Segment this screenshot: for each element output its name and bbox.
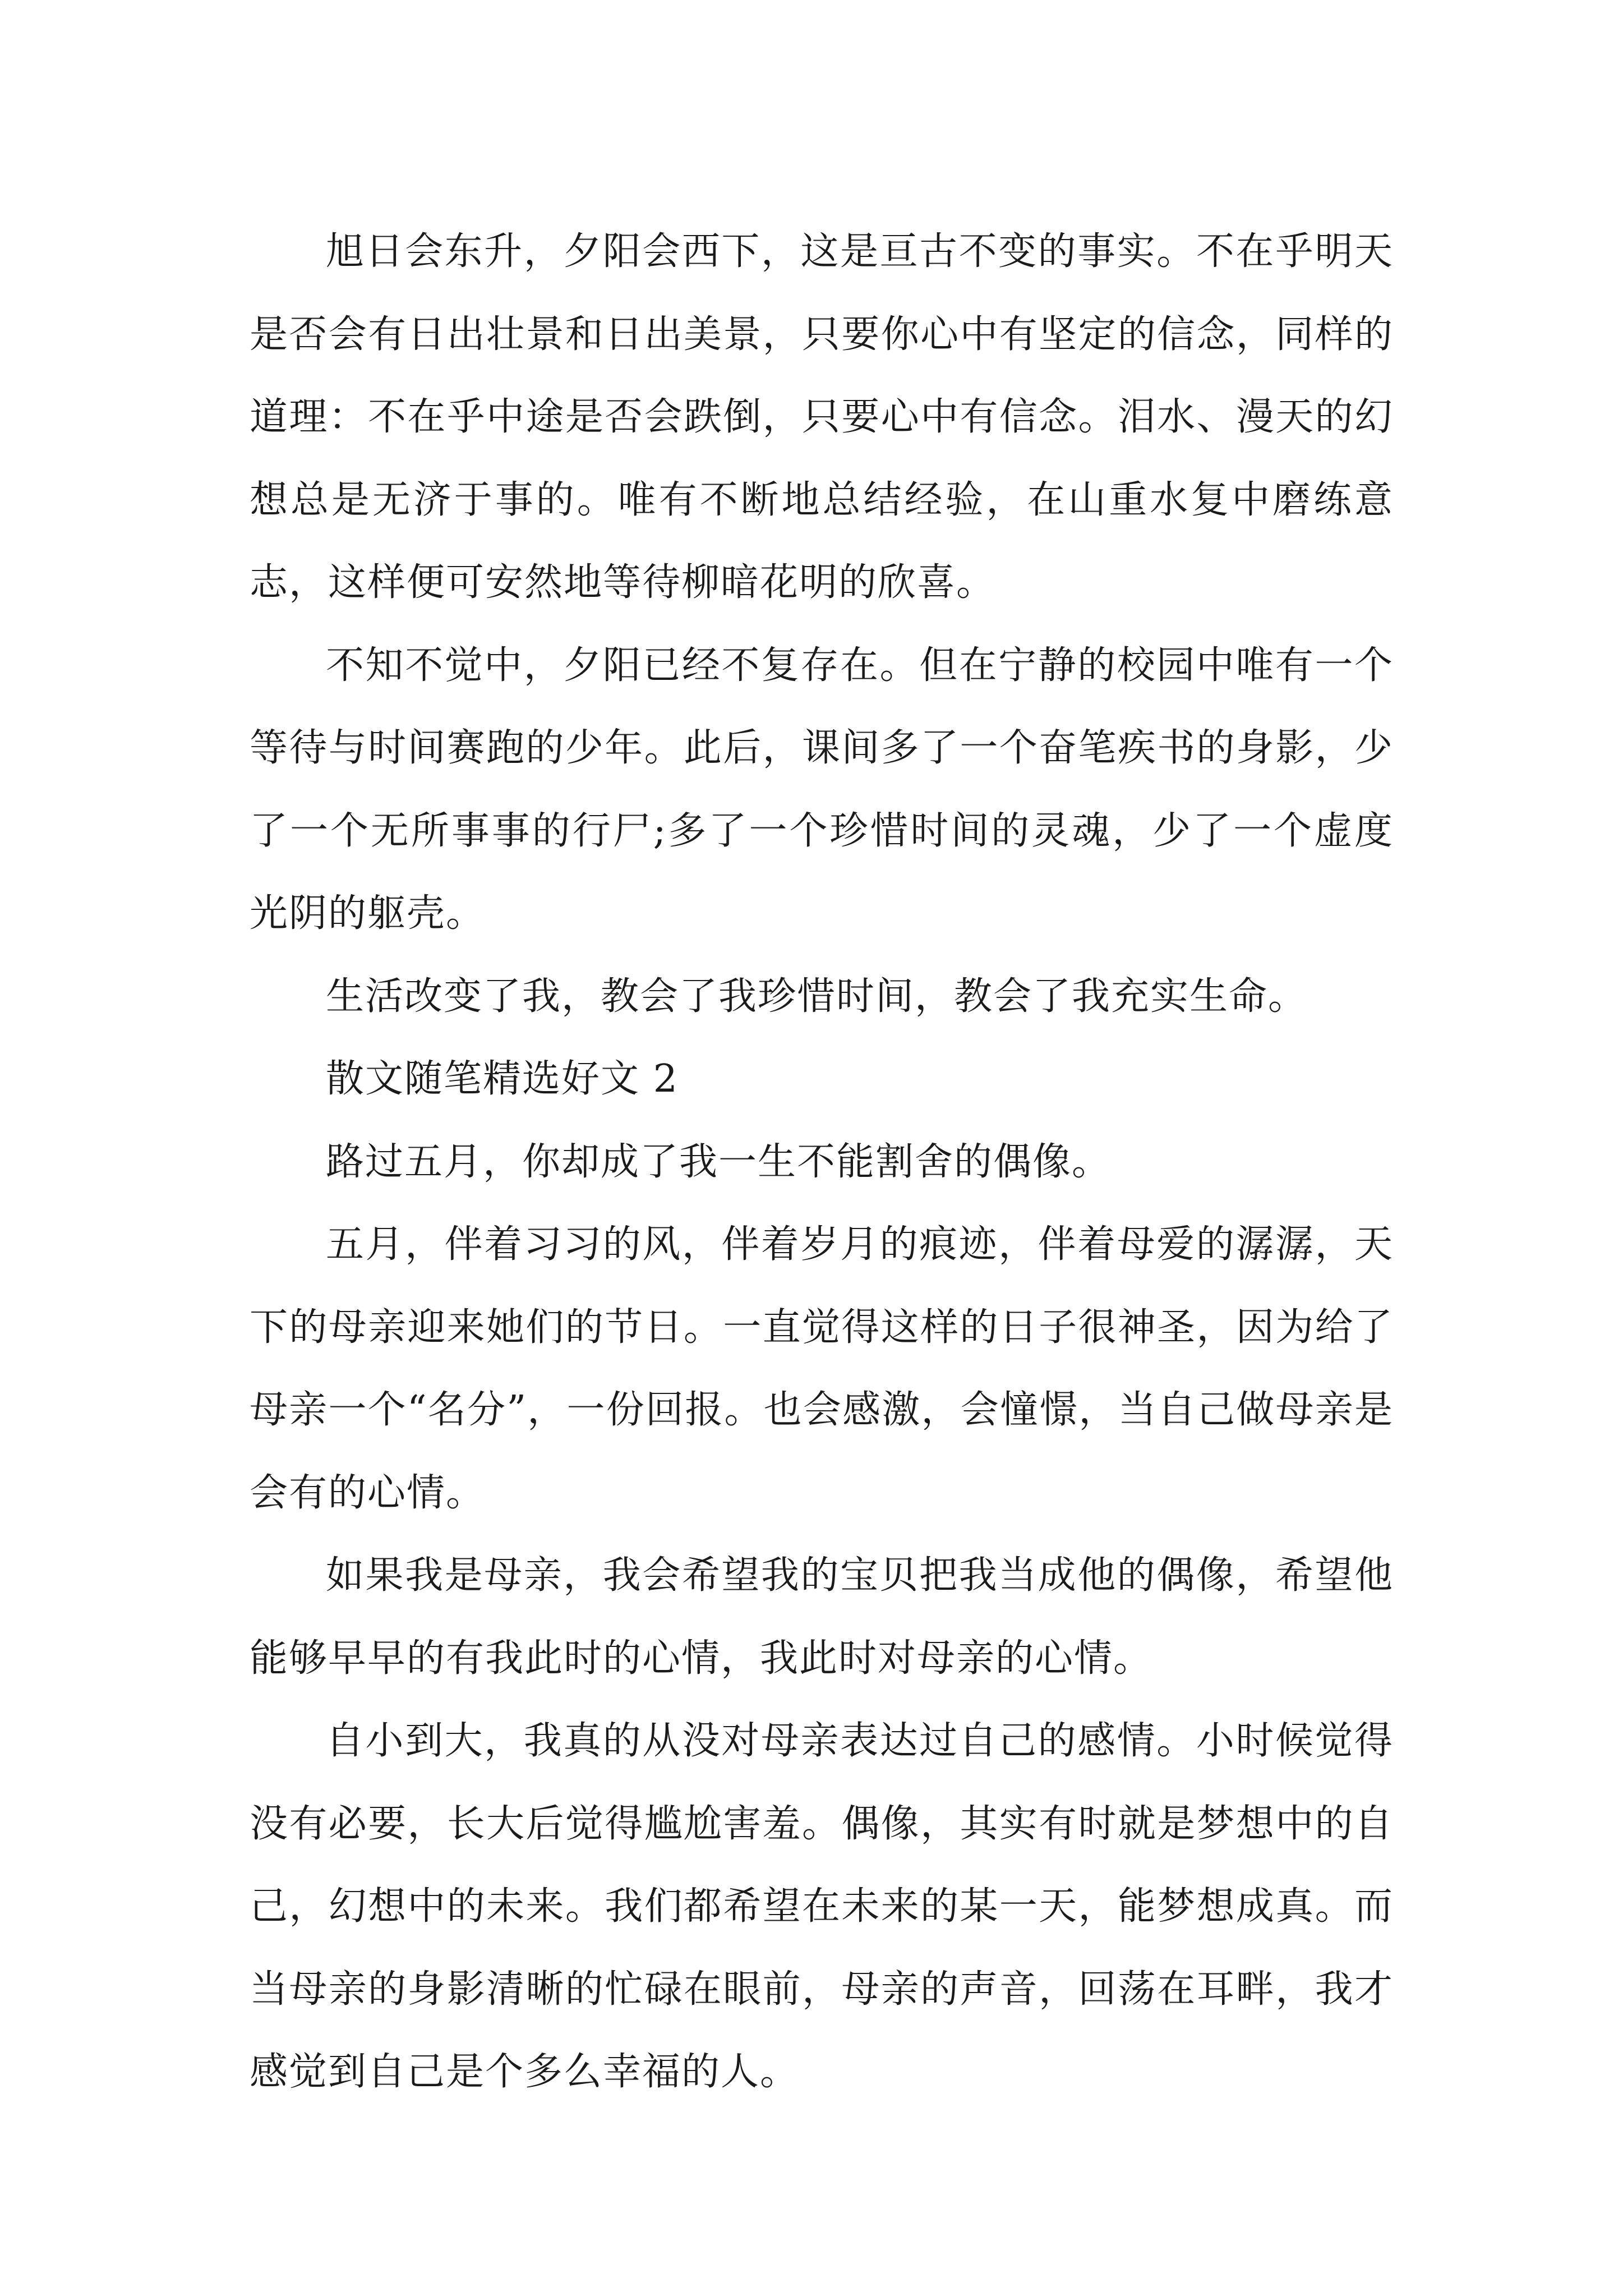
paragraph-childhood: 自小到大，我真的从没对母亲表达过自己的感情。小时候觉得没有必要，长大后觉得尴尬害羞。偶像，其实有时就是梦想中的自己，幻想中的未来。我们都希望在未来的某一天，能梦想成真。而当母亲的身影清晰的忙碌在眼前，母亲的声音，回荡在耳畔，我才感觉到自己是个多么幸福的人。 [250, 1719, 1394, 2094]
paragraph-sunset: 不知不觉中，夕阳已经不复存在。但在宁静的校园中唯有一个等待与时间赛跑的少年。此后，课间多了一个奋笔疾书的身影，少了一个无所事事的行尸;多了一个珍惜时间的灵魂，少了一个虚度光阴的躯壳。 [250, 643, 1394, 936]
paragraph-may-wind: 五月，伴着习习的风，伴着岁月的痕迹，伴着母爱的潺潺，天下的母亲迎来她们的节日。一直觉得这样的日子很神圣，因为给了母亲一个“名分”，一份回报。也会感激，会憧憬，当自己做母亲是会有的心情。 [250, 1222, 1394, 1515]
section-heading: 散文随笔精选好文 2 [326, 1057, 679, 1101]
document-body [250, 210, 1394, 2114]
paragraph-sunrise: 旭日会东升，夕阳会西下，这是亘古不变的事实。不在乎明天是否会有日出壮景和日出美景，只要你心中有坚定的信念，同样的道理：不在乎中途是否会跌倒，只要心中有信念。泪水、漫天的幻想总是无济于事的。唯有不断地总结经验，在山重水复中磨练意志，这样便可安然地等待柳暗花明的欣喜。 [250, 229, 1394, 605]
paragraph-if-mother: 如果我是母亲，我会希望我的宝贝把我当成他的偶像，希望他能够早早的有我此时的心情，我此时对母亲的心情。 [250, 1553, 1394, 1681]
paragraph-may-idol: 路过五月，你却成了我一生不能割舍的偶像。 [326, 1139, 1112, 1184]
paragraph-life-changed: 生活改变了我，教会了我珍惜时间，教会了我充实生命。 [326, 974, 1308, 1019]
